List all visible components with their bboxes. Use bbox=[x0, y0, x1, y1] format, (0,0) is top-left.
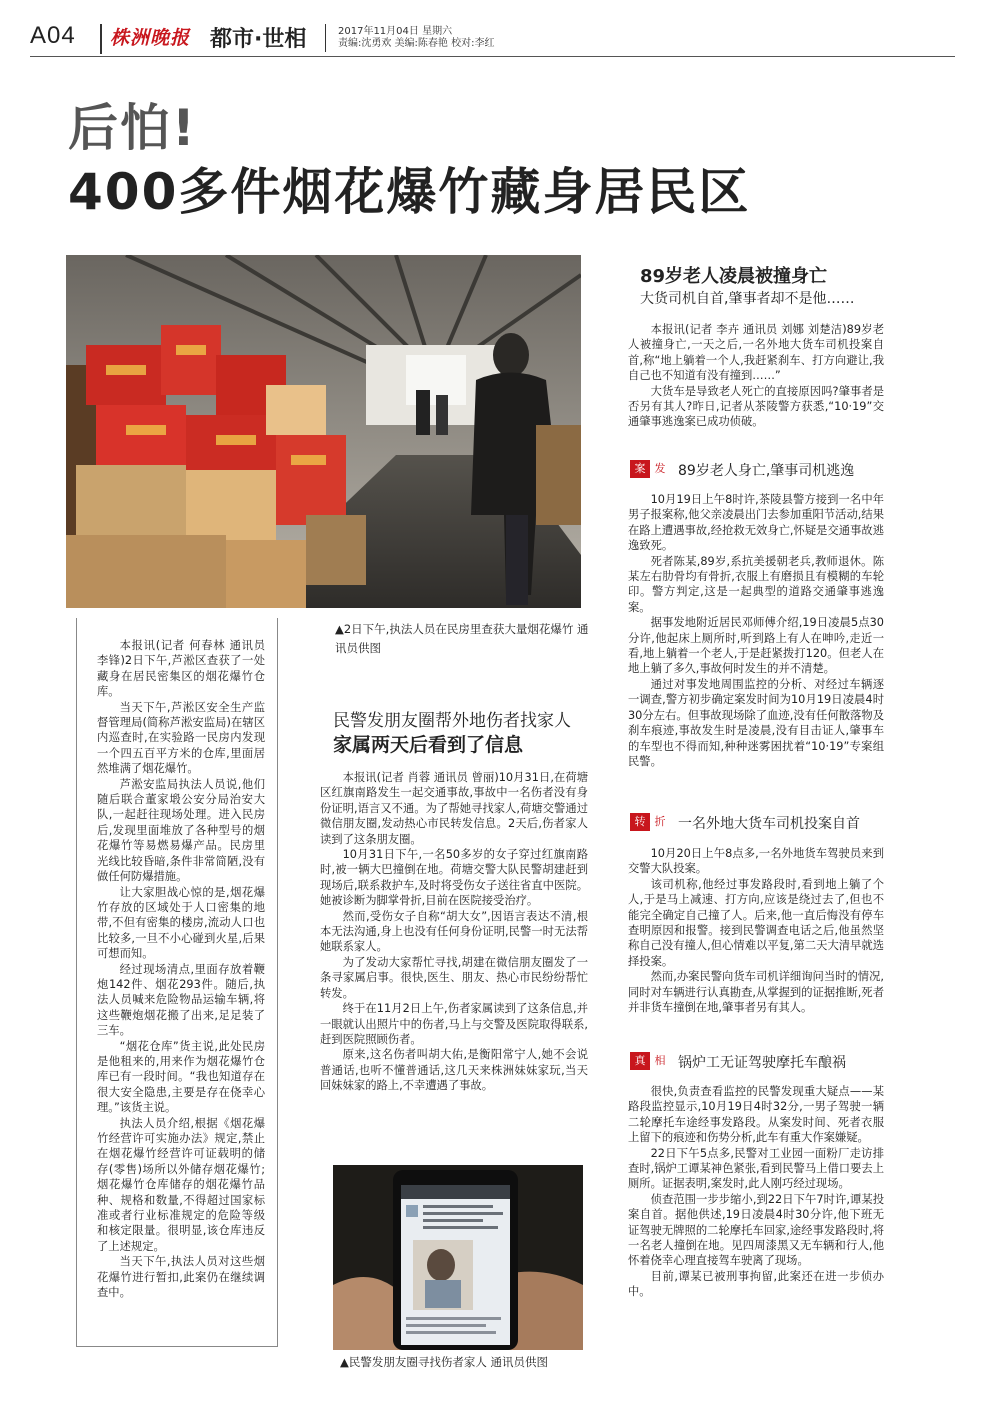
section-heading: 锅炉工无证驾驶摩托车酿祸 bbox=[678, 1055, 846, 1071]
page-number: A04 bbox=[30, 22, 76, 49]
warehouse-photo-illustration bbox=[66, 255, 581, 608]
paragraph: 大货车是导致老人死亡的直接原因吗?肇事者是否另有其人?昨日,记者从茶陵警方获悉,“10·19”交通肇事逃逸案已成功侦破。 bbox=[628, 384, 884, 429]
tag-red-part: 案 bbox=[630, 460, 650, 478]
paragraph: 本报讯(记者 何春林 通讯员 李锋)2日下午,芦淞区查获了一处藏身在居民密集区的烟花爆竹仓库。 bbox=[97, 639, 265, 699]
paragraph: 执法人员介绍,根据《烟花爆竹经营许可实施办法》规定,禁止在烟花爆竹经营许可证载明的储存(零售)场所以外储存烟花爆竹;烟花爆竹仓库储存的烟花爆竹品种、规格和数量,不得超过国家标准或者行业标准规定的危险等级和核定限量。很明显,该仓库违反了上述规定。 bbox=[97, 1116, 265, 1253]
middle-article-body bbox=[320, 770, 588, 1094]
paragraph: 然而,受伤女子自称“胡大女”,因语言表达不清,根本无法沟通,身上也没有任何身份证明,民警一时无法帮她联系家人。 bbox=[320, 909, 588, 954]
paragraph: 本报讯(记者 肖蓉 通讯员 曾丽)10月31日,在荷塘区红旗南路发生一起交通事故,事故中一名伤者没有身份证明,语言又不通。为了帮她寻找家人,荷塘交警通过微信朋友圈,发动热心市民转发信息。2天后,伤者家人读到了这条朋友圈。 bbox=[320, 771, 588, 846]
section-body bbox=[628, 1084, 884, 1300]
paragraph: 终于在11月2日上午,伤者家属读到了这条信息,并一眼就认出照片中的伤者,马上与交警及医院取得联系,赶到医院照顾伤者。 bbox=[320, 1002, 588, 1046]
right-article-title: 89岁老人凌晨被撞身亡 bbox=[640, 266, 828, 287]
paragraph: 为了发动大家帮忙寻找,胡建在微信朋友圈发了一条寻家属启事。很快,医生、朋友、热心市民纷纷帮忙转发。 bbox=[320, 955, 588, 1000]
staff-line: 责编:沈勇欢 美编:陈春艳 校对:李红 bbox=[338, 38, 495, 49]
paragraph: 本报讯(记者 李卉 通讯员 刘娜 刘楚洁)89岁老人被撞身亡,一天之后,一名外地大货车司机投案自首,称“地上躺着一个人,我赶紧刹车、打方向避让,我自己也不知道有没有撞到……” bbox=[628, 323, 884, 383]
section-body bbox=[628, 846, 884, 1015]
right-article-subtitle: 大货司机自首,肇事者却不是他…… bbox=[640, 291, 855, 307]
paragraph: 据事发地附近居民邓师傅介绍,19日凌晨5点30分许,他起床上厕所时,听到路上有人在呻吟,走近一看,地上躺着一个老人,于是赶紧拨打120。但老人在地上躺了多久,事故何时发生的并不清楚。 bbox=[628, 616, 884, 676]
tag-white-part: 相 bbox=[654, 1054, 666, 1067]
paragraph: 10月31日下午,一名50多岁的女子穿过红旗南路时,被一辆大巴撞倒在地。荷塘交警大队民警胡建赶到现场后,联系救护车,及时将受伤女子送往省直中医院。她被诊断为脚掌骨折,目前在医院接受治疗。 bbox=[320, 848, 588, 908]
middle-article-title1: 民警发朋友圈帮外地伤者找家人 bbox=[333, 711, 571, 731]
paragraph: 当天下午,执法人员对这些烟花爆竹进行暂扣,此案仍在继续调查中。 bbox=[97, 1255, 265, 1300]
header-divider-2 bbox=[325, 24, 326, 52]
section-tag-truth bbox=[630, 1052, 670, 1070]
tag-white-part: 折 bbox=[654, 815, 666, 828]
paragraph: 通过对事发地周围监控的分析、对经过车辆逐一调查,警方初步确定案发时间为10月19日凌晨4时30分左右。但事故现场除了血迹,没有任何散落物及刹车痕迹,事故发生时是凌晨,没有目击证人,肇事车的车型也不得而知,种种迷雾困扰着“10·19”专案组民警。 bbox=[628, 677, 884, 768]
paragraph: 原来,这名伤者叫胡大佑,是衡阳常宁人,她不会说普通话,也听不懂普通话,这几天来株洲妹妹家玩,当天回妹妹家的路上,不幸遭遇了事故。 bbox=[320, 1048, 588, 1093]
warehouse-photo bbox=[66, 255, 581, 608]
headline-main: 400多件烟花爆竹藏身居民区 bbox=[68, 163, 751, 221]
paragraph: 经过现场清点,里面存放着鞭炮142件、烟花293件。随后,执法人员喊来危险物品运输车辆,将这些鞭炮烟花搬了出来,足足装了三车。 bbox=[97, 962, 265, 1038]
section-heading: 一名外地大货车司机投案自首 bbox=[678, 816, 860, 832]
fireworks-article-box bbox=[76, 618, 278, 1347]
section-body bbox=[628, 492, 884, 769]
paragraph: 10月20日上午8点多,一名外地货车驾驶员来到交警大队投案。 bbox=[628, 847, 884, 876]
tag-red-part: 真 bbox=[630, 1052, 650, 1070]
tag-white-part: 发 bbox=[654, 462, 666, 475]
newspaper-logo: 株洲晚报 bbox=[110, 27, 191, 49]
header-rule bbox=[30, 56, 955, 57]
date-line: 2017年11月04日 星期六 bbox=[338, 26, 453, 37]
right-article-intro bbox=[628, 322, 884, 430]
paragraph: 该司机称,他经过事发路段时,看到地上躺了个人,于是马上减速、打方向,应该是绕过去了,但也不能完全确定自己撞了人。后来,他一直后悔没有停车查明原因和报警。接到民警调查电话之后,他虽然坚称自己没有撞人,但心情难以平复,第二天大清早就选择投案。 bbox=[628, 877, 884, 968]
middle-article-title2: 家属两天后看到了信息 bbox=[333, 734, 524, 756]
phone-photo-illustration bbox=[333, 1165, 583, 1350]
paragraph: 死者陈某,89岁,系抗美援朝老兵,教师退休。陈某左右肋骨均有骨折,衣服上有磨损且有模糊的车轮印。警方判定,这是一起典型的道路交通肇事逃逸案。 bbox=[628, 554, 884, 614]
section-tag-turn bbox=[630, 813, 670, 831]
section-name: 都市·世相 bbox=[210, 27, 307, 52]
photo2-caption: ▲民警发朋友圈寻找伤者家人 通讯员供图 bbox=[340, 1355, 548, 1369]
section-heading: 89岁老人身亡,肇事司机逃逸 bbox=[678, 463, 855, 479]
fireworks-article-body bbox=[97, 638, 265, 1300]
publication-info bbox=[338, 26, 494, 50]
photo1-caption: ▲2日下午,执法人员在民房里查获大量烟花爆竹 通讯员供图 bbox=[335, 622, 589, 655]
paragraph: 然而,办案民警向货车司机详细询问当时的情况,同时对车辆进行认真勘查,从掌握到的证据推断,死者并非货车撞倒在地,肇事者另有其人。 bbox=[628, 970, 884, 1015]
paragraph: 让大家胆战心惊的是,烟花爆竹存放的区域处于人口密集的地带,不但有密集的楼房,流动人口也比较多,一旦不小心碰到火星,后果可想而知。 bbox=[97, 885, 265, 961]
header-divider bbox=[100, 24, 102, 54]
phone-photo bbox=[333, 1165, 583, 1350]
paragraph: 目前,谭某已被刑事拘留,此案还在进一步侦办中。 bbox=[628, 1269, 884, 1299]
paragraph: 22日下午5点多,民警对工业园一面粉厂走访排查时,锅炉工谭某神色紧张,看到民警马上借口要去上厕所。证据表明,案发时,此人刚巧经过现场。 bbox=[628, 1146, 884, 1191]
paragraph: “烟花仓库”货主说,此处民房是他租来的,用来作为烟花爆竹仓库已有一段时间。“我也知道存在很大安全隐患,主要是存在侥幸心理。”该货主说。 bbox=[97, 1039, 265, 1115]
headline-kicker: 后怕! bbox=[68, 99, 197, 157]
section-tag-case bbox=[630, 460, 670, 478]
paragraph: 很快,负责查看监控的民警发现重大疑点——某路段监控显示,10月19日4时32分,一男子驾驶一辆二轮摩托车途经事发路段。从案发时间、死者衣服上留下的痕迹和伤势分析,此车有重大作案嫌疑。 bbox=[628, 1085, 884, 1145]
paragraph: 当天下午,芦淞区安全生产监督管理局(简称芦淞安监局)在辖区内巡查时,在实验路一民房内发现一个四五百平方米的仓库,里面居然堆满了烟花爆竹。 bbox=[97, 700, 265, 776]
paragraph: 侦查范围一步步缩小,到22日下午7时许,谭某投案自首。据他供述,19日凌晨4时30分许,他下班无证驾驶无牌照的二轮摩托车回家,途经事发路段时,将一名老人撞倒在地。见四周漆黑又无车辆和行人,他怀着侥幸心理直接驾车驶离了现场。 bbox=[628, 1192, 884, 1268]
tag-red-part: 转 bbox=[630, 813, 650, 831]
paragraph: 芦淞安监局执法人员说,他们随后联合董家塅公安分局治安大队,一起赶往现场处理。进入民房后,发现里面堆放了各种型号的烟花爆竹等易燃易爆产品。民房里光线比较昏暗,条件非常简陋,没有做任何防爆措施。 bbox=[97, 777, 265, 884]
paragraph: 10月19日上午8时许,茶陵县警方接到一名中年男子报案称,他父亲凌晨出门去参加重阳节活动,结果在路上遭遇事故,经抢救无效身亡,怀疑是交通事故逃逸致死。 bbox=[628, 493, 884, 553]
